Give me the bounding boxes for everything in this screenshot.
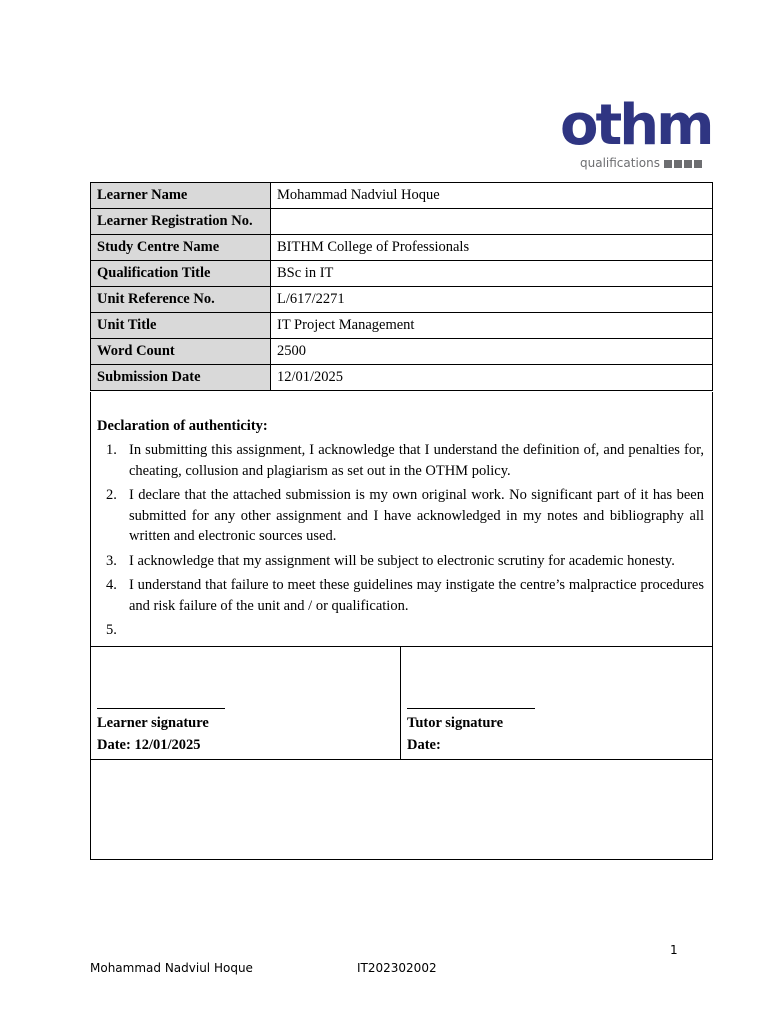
declaration-box [90, 392, 713, 647]
declaration-item-text: I understand that failure to meet these guidelines may instigate the centre’s malpractice procedures and risk failure of the unit and / or qualification. [129, 577, 704, 614]
learner-info-table [90, 182, 713, 391]
field-label: Qualification Title [91, 261, 271, 287]
table-row [91, 339, 713, 365]
field-label: Learner Name [91, 183, 271, 209]
logo-squares-icon [662, 156, 702, 170]
blank-box [90, 759, 713, 860]
field-label: Learner Registration No. [91, 209, 271, 235]
table-row [91, 313, 713, 339]
table-row [91, 365, 713, 391]
field-label: Study Centre Name [91, 235, 271, 261]
page-number: 1 [670, 943, 678, 957]
tutor-signature-cell [407, 646, 707, 759]
declaration-item-text: In submitting this assignment, I acknowledge that I understand the definition of, and penalties for, cheating, collusion and plagiarism as set out in the OTHM policy. [129, 442, 704, 479]
declaration-item [97, 620, 704, 641]
table-row [91, 261, 713, 287]
footer-id: IT202302002 [357, 961, 437, 975]
logo-subtitle-text: qualifications [580, 156, 660, 170]
tutor-signature-line [407, 708, 535, 709]
declaration-item-number: 4. [106, 577, 117, 593]
field-value: 2500 [271, 339, 713, 365]
field-value: Mohammad Nadviul Hoque [271, 183, 713, 209]
logo-wordmark: othm [560, 93, 712, 158]
field-value: 12/01/2025 [271, 365, 713, 391]
field-label: Unit Title [91, 313, 271, 339]
field-value: BITHM College of Professionals [271, 235, 713, 261]
field-value [271, 209, 713, 235]
table-row [91, 287, 713, 313]
learner-signature-line [97, 708, 225, 709]
declaration-item [97, 575, 704, 616]
field-label: Unit Reference No. [91, 287, 271, 313]
declaration-item [97, 485, 704, 547]
learner-date: Date: 12/01/2025 [97, 737, 201, 753]
declaration-item [97, 551, 704, 572]
declaration-item-number: 3. [106, 552, 117, 569]
learner-signature-label: Learner signature [97, 715, 209, 731]
declaration-item-number: 5. [106, 622, 117, 638]
declaration-item-number: 2. [106, 487, 117, 503]
othm-logo [560, 93, 712, 170]
logo-subtitle [580, 156, 702, 170]
tutor-signature-label: Tutor signature [407, 715, 504, 731]
declaration-item-text: I declare that the attached submission is my own original work. No significant part of it has been submitted for any other assignment and I have acknowledged in my notes and bibliography all written and electronic sources used. [129, 487, 704, 544]
declaration-item-number: 1. [106, 442, 117, 458]
declaration-title: Declaration of authenticity: [97, 418, 268, 434]
declaration-item [97, 440, 704, 481]
table-row [91, 235, 713, 261]
table-row [91, 183, 713, 209]
field-value: L/617/2271 [271, 287, 713, 313]
field-value: BSc in IT [271, 261, 713, 287]
tutor-date: Date: [407, 737, 441, 753]
table-row [91, 209, 713, 235]
field-label: Word Count [91, 339, 271, 365]
learner-signature-cell [97, 646, 397, 759]
declaration-item-text: I acknowledge that my assignment will be subject to electronic scrutiny for academic honesty. [129, 552, 675, 569]
field-value: IT Project Management [271, 313, 713, 339]
signature-divider [400, 646, 401, 759]
field-label: Submission Date [91, 365, 271, 391]
footer-name: Mohammad Nadviul Hoque [90, 961, 253, 975]
declaration-list [97, 440, 704, 645]
signature-row [90, 646, 713, 760]
